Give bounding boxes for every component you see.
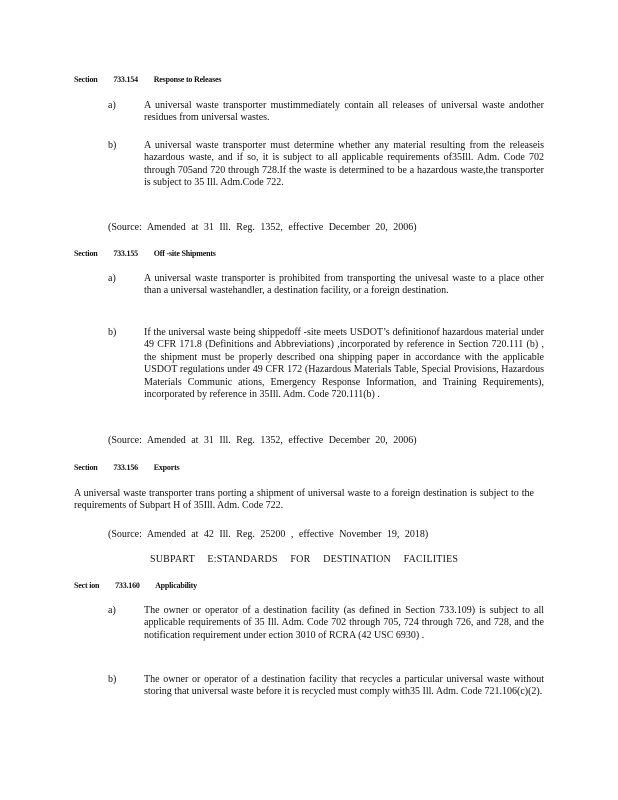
section-label: Section bbox=[74, 75, 98, 84]
subsection-text: If the universal waste being shippedoff -site meets USDOT’s definitionof hazardous material under 49 CFR 171.8 (Definitions and Abbreviations) ,incorporated by reference in Section 720.111 (b) , the shipment must be properly described ona shipping paper in accordance with the applicable USDOT regulations under 49 CFR 172 (Hazardous Materials Table, Special Provisions, Hazardous Materials Communic ations, Emergency Response Information, and Training Requirements), incorporated by reference in 35Ill. Adm. Code 720.111(b) . bbox=[144, 327, 544, 401]
source-note: (Source: Amended at 31 Ill. Reg. 1352, effective December 20, 2006) bbox=[108, 222, 417, 233]
source-note: (Source: Amended at 42 Ill. Reg. 25200 , effective November 19, 2018) bbox=[108, 529, 429, 540]
subsection-label: a) bbox=[108, 605, 116, 616]
subsection-label: b) bbox=[108, 140, 117, 151]
subsection-text: A universal waste transporter mustimmediately contain all releases of universal waste andother residues from universal wastes. bbox=[144, 100, 544, 124]
subsection-text: The owner or operator of a destination facility that recycles a particular universal waste without storing that universal waste before it is recycled must comply with35 Ill. Adm. Code 721.106(c)(2). bbox=[144, 674, 544, 698]
section-label: Section bbox=[74, 249, 98, 258]
subsection-text: A universal waste transporter must determine whether any material resulting from the releaseis hazardous waste, and if so, it is subject to all applicable requirements of35Ill. Adm. Code 702 through 705and 720 through 728.If the waste is determined to be a hazardous waste,the transporter is subject to 35 Ill. Adm.Code 722. bbox=[144, 140, 544, 189]
section-number: 733.160 bbox=[115, 581, 140, 590]
section-title: Response to Releases bbox=[153, 75, 222, 84]
subsection-label: a) bbox=[108, 273, 116, 284]
section-paragraph: A universal waste transporter trans porting a shipment of universal waste to a foreign destination is subject to the requirements of Subpart H of 35Ill. Adm. Code 722. bbox=[74, 488, 534, 512]
section-label: Section bbox=[74, 463, 98, 472]
section-heading-733-156 bbox=[74, 463, 193, 472]
source-note: (Source: Amended at 31 Ill. Reg. 1352, effective December 20, 2006) bbox=[108, 435, 417, 446]
subpart-heading: SUBPART E:STANDARDS FOR DESTINATION FACILITIES bbox=[150, 554, 459, 565]
section-heading-733-154 bbox=[74, 75, 235, 84]
subsection-label: b) bbox=[108, 327, 117, 338]
section-number: 733.155 bbox=[113, 249, 138, 258]
section-number: 733.154 bbox=[113, 75, 138, 84]
section-heading-733-160 bbox=[74, 581, 211, 590]
subsection-label: a) bbox=[108, 100, 116, 111]
section-label: Sect ion bbox=[74, 581, 100, 590]
subsection-label: b) bbox=[108, 674, 117, 685]
subsection-text: A universal waste transporter is prohibited from transporting the univesal waste to a place other than a universal wastehandler, a destination facility, or a foreign destination. bbox=[144, 273, 544, 297]
subsection-text: The owner or operator of a destination facility (as defined in Section 733.109) is subject to all applicable requirements of 35 Ill. Adm. Code 702 through 705, 724 through 726, and 728, and the notification requirement under ection 3010 of RCRA (42 USC 6930) . bbox=[144, 605, 544, 641]
section-title: Exports bbox=[153, 463, 180, 472]
section-title: Off -site Shipments bbox=[153, 249, 216, 258]
section-number: 733.156 bbox=[113, 463, 138, 472]
section-heading-733-155 bbox=[74, 249, 230, 258]
section-title: Applicability bbox=[155, 581, 197, 590]
